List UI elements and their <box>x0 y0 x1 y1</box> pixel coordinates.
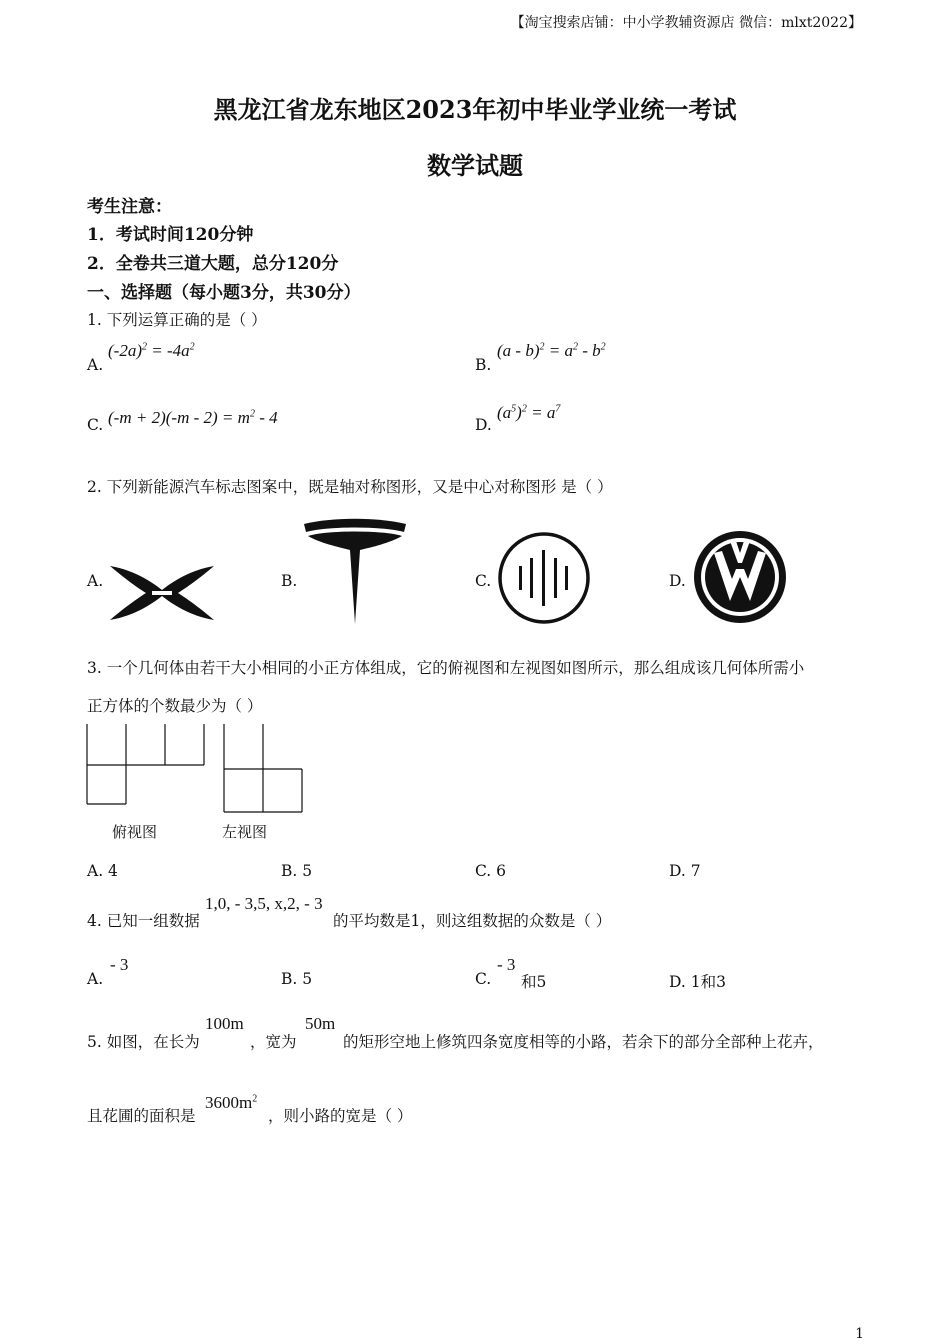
q1-stem: 1. 下列运算正确的是（ ） <box>87 311 267 329</box>
q2-stem: 2. 下列新能源汽车标志图案中，既是轴对称图形，又是中心对称图形 是（ ） <box>87 478 613 496</box>
q5-text-2: ，宽为 <box>250 1033 297 1051</box>
q4-option-c-post: 和5 <box>521 973 547 991</box>
q2-option-b-label: B. <box>281 572 298 590</box>
byd-style-logo-icon <box>497 530 591 626</box>
top-view-figure <box>86 724 210 808</box>
q4-stem-post: 的平均数是1，则这组数据的众数是（ ） <box>333 912 612 930</box>
q5-text-1: 5. 如图，在长为 <box>87 1033 200 1051</box>
q1-option-a-label: A. <box>87 356 104 374</box>
q5-text-4: 且花圃的面积是 <box>87 1107 196 1125</box>
q1-option-d-label: D. <box>475 416 492 434</box>
q1-option-c-label: C. <box>87 416 104 434</box>
q4-data-set: 1,0, - 3,5, x,2, - 3 <box>205 894 323 913</box>
q1-option-d-formula: $(a^5)^2 = a^7$ <box>497 403 561 422</box>
q4-option-c-value: - 3 <box>497 955 516 974</box>
top-view-label: 俯视图 <box>112 823 158 841</box>
q5-text-5: ，则小路的宽是（ ） <box>268 1107 413 1125</box>
q1-option-b-formula: $(a - b)^2 = a^2 - b^2$ <box>497 341 606 360</box>
q2-option-a-label: A. <box>87 572 104 590</box>
q3-stem-line1: 3. 一个几何体由若干大小相同的小正方体组成，它的俯视图和左视图如图所示，那么组成该几何体所需小 <box>87 659 805 677</box>
q1-option-b-label: B. <box>475 356 492 374</box>
q5-width-value: 50m <box>305 1014 336 1033</box>
q4-option-d: D. 1和3 <box>669 973 726 991</box>
q5-area-value: $3600m^2$ <box>205 1093 258 1112</box>
q3-option-a: A. 4 <box>87 862 118 880</box>
q5-length-value: 100m <box>205 1014 244 1033</box>
q5-text-3: 的矩形空地上修筑四条宽度相等的小路，若余下的部分全部种上花卉， <box>343 1033 824 1051</box>
q2-option-d-label: D. <box>669 572 686 590</box>
notice-heading: 考生注意： <box>87 197 172 217</box>
volkswagen-logo-icon <box>692 529 788 625</box>
xpeng-logo-icon <box>104 556 220 630</box>
q1-option-c-formula: $(-m + 2)(-m - 2) = m^2 - 4$ <box>108 408 278 427</box>
q4-option-a-value: - 3 <box>110 955 129 974</box>
notice-item-1: 1．考试时间120分钟 <box>87 225 254 245</box>
tesla-logo-icon <box>302 518 408 626</box>
q2-option-c-label: C. <box>475 572 492 590</box>
section1-heading: 一、选择题（每小题3分，共30分） <box>87 283 361 303</box>
left-view-figure <box>222 724 308 816</box>
notice-item-2: 2．全卷共三道大题，总分120分 <box>87 254 339 274</box>
q4-option-b: B. 5 <box>281 970 313 988</box>
q3-option-d: D. 7 <box>669 862 701 880</box>
q3-option-c: C. 6 <box>475 862 507 880</box>
left-view-label: 左视图 <box>222 823 268 841</box>
q3-stem-line2: 正方体的个数最少为（ ） <box>87 697 263 715</box>
subject-title: 数学试题 <box>427 151 523 180</box>
exam-title: 黑龙江省龙东地区2023年初中毕业学业统一考试 <box>213 95 737 124</box>
q1-option-a-formula: $(-2a)^2 = -4a^2$ <box>108 341 195 360</box>
shop-note: 【淘宝搜索店铺：中小学教辅资源店 微信：mlxt2022】 <box>510 15 862 31</box>
q4-option-a-label: A. <box>87 970 104 988</box>
q4-option-c-label: C. <box>475 970 492 988</box>
q4-stem-pre: 4. 已知一组数据 <box>87 912 200 930</box>
page-number: 1 <box>855 1326 864 1342</box>
q3-option-b: B. 5 <box>281 862 313 880</box>
